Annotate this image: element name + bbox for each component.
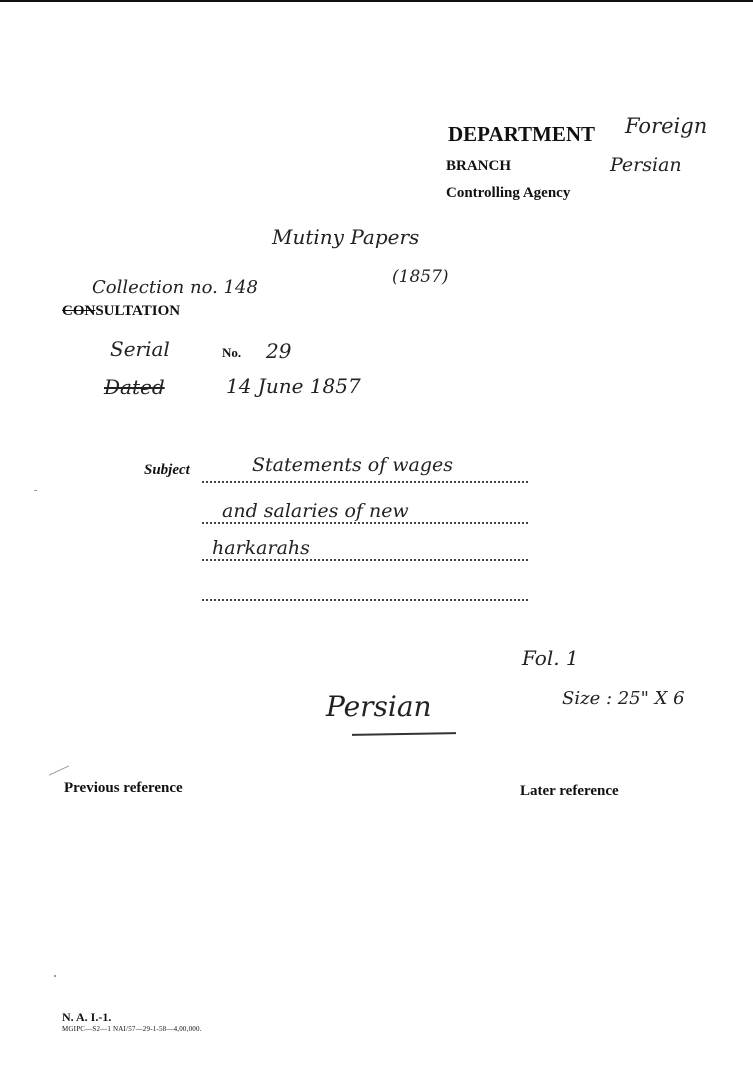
subject-dotted-line: [202, 522, 528, 524]
title-note-line1: Mutiny Papers: [272, 225, 420, 249]
collection-note: Collection no. 148: [92, 277, 258, 298]
branch-label: BRANCH: [446, 158, 512, 174]
consultation-label-rest: SULTATION: [95, 303, 181, 319]
language-note-underline: [352, 732, 456, 736]
branch-value: Persian: [610, 154, 682, 176]
subject-dotted-line: [202, 559, 528, 561]
later-reference-label: Later reference: [520, 783, 619, 799]
serial-value: 29: [266, 339, 292, 363]
date-handwritten: Dated: [104, 375, 165, 399]
print-code: MGIPC—S2—1 NAI/57—29-1-58—4,00,000.: [62, 1025, 202, 1033]
consultation-label-struck: CON: [62, 303, 96, 319]
date-value: 14 June 1857: [226, 374, 361, 398]
top-border: [0, 0, 753, 2]
folio-number: Fol. 1: [522, 646, 579, 670]
scan-speck: [54, 975, 56, 977]
form-id: N. A. I.-1.: [62, 1010, 112, 1024]
consultation-label: [62, 303, 180, 320]
subject-label: Subject: [144, 462, 190, 478]
serial-handwritten: Serial: [110, 337, 170, 361]
title-note-line2: (1857): [392, 267, 449, 287]
scan-speck: [49, 765, 69, 775]
controlling-agency-label: Controlling Agency: [446, 185, 571, 201]
subject-dotted-line: [202, 599, 528, 601]
previous-reference-label: Previous reference: [64, 780, 183, 796]
department-label: DEPARTMENT: [448, 122, 596, 146]
scan-speck: [34, 490, 37, 491]
department-value: Foreign: [625, 114, 708, 138]
subject-line1: Statements of wages: [252, 454, 454, 476]
subject-line3: harkarahs: [212, 537, 310, 559]
folio-size: Size : 25" X 6: [562, 688, 685, 709]
language-note: Persian: [326, 690, 432, 723]
subject-dotted-line: [202, 481, 528, 483]
subject-line2: and salaries of new: [222, 500, 409, 522]
number-label: No.: [222, 345, 242, 360]
